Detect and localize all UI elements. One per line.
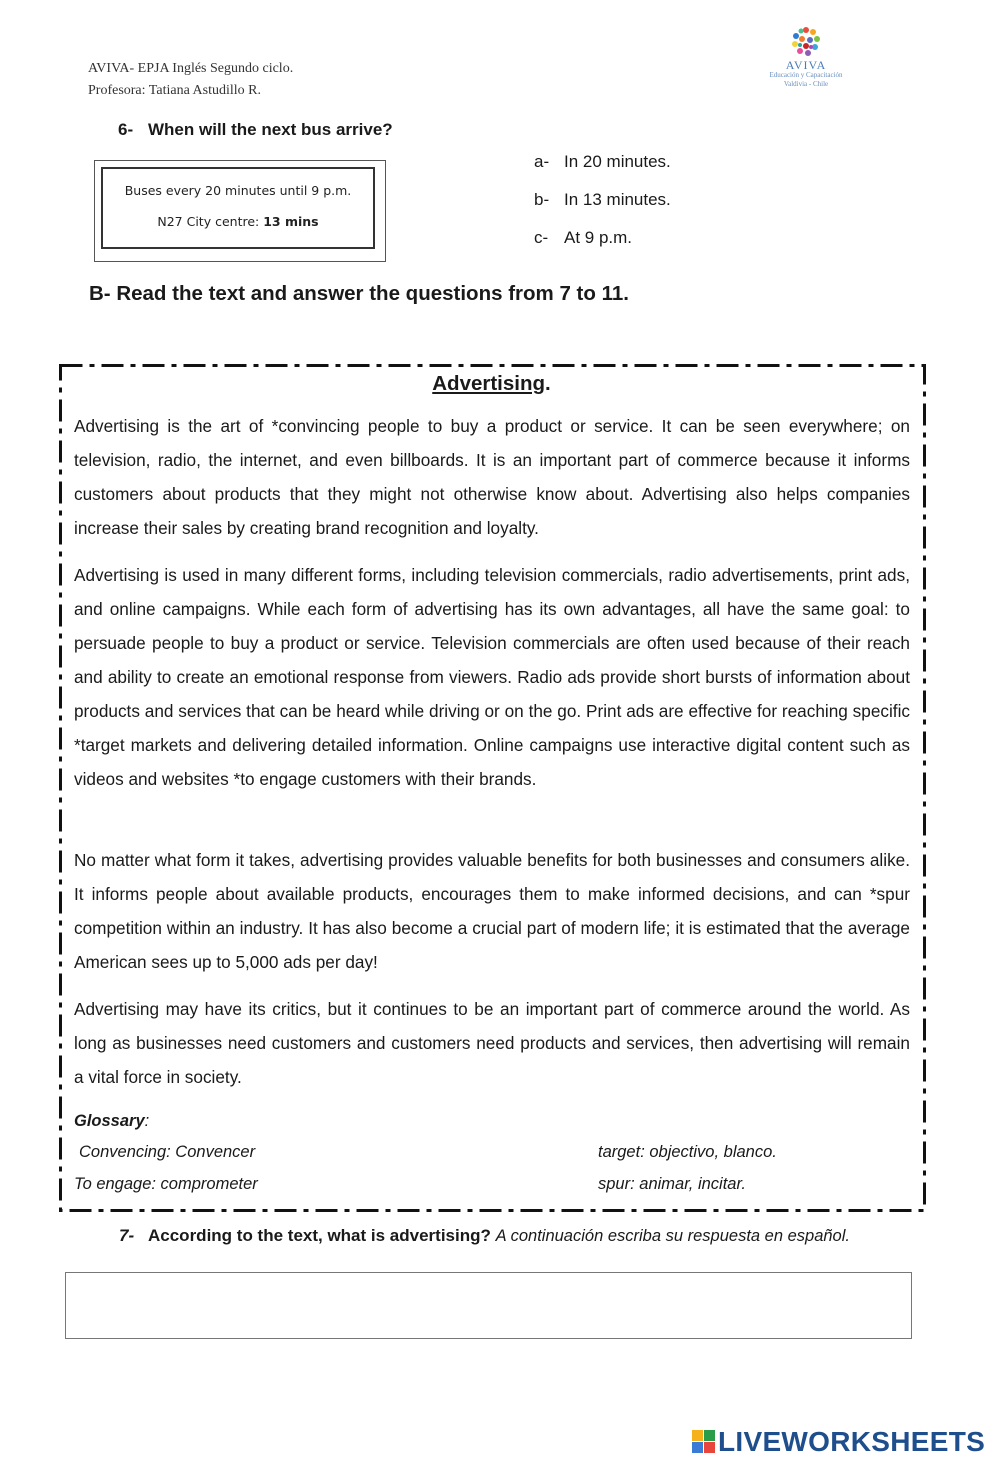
paragraph-4: Advertising may have its critics, but it continues to be an important part of commerce around the world. As long as businesses need customers and customers need products and services, then advertising will remain a vital force in society. [74, 999, 910, 1087]
question-7-number: 7- [119, 1226, 135, 1245]
question-7-text: According to the text, what is advertising? [148, 1226, 491, 1245]
bus-sign-line-2 [103, 214, 373, 229]
paragraph-2: Advertising is used in many different forms, including television commercials, radio advertisements, print ads, and online campaigns. While each form of advertising has its own advantages, all have the same goal: to persuade people to buy a product or service. Television commercials are often used because of their reach and ability to create an emotional response from viewers. Radio ads provide short bursts of information about products and services that can be heard while driving or on the go. Print ads are effective for reaching specific *target markets and delivering detailed information. Online campaigns use interactive digital content such as videos and websites *to engage customers with their brands. [74, 565, 910, 789]
logo-subtitle: Educación y Capacitación [769, 71, 843, 79]
paragraph-3: No matter what form it takes, advertising provides valuable benefits for both businesses and consumers alike. It informs people about available products, encourages them to make informed decisions, and can *spur competition within an industry. It has also become a crucial part of modern life; it is estimated that the average American sees up to 5,000 ads per day! [74, 850, 910, 972]
reading-title-text: Advertising [432, 372, 546, 395]
paragraph-1: Advertising is the art of *convincing people to buy a product or service. It can be seen everywhere; on television, radio, the internet, and even billboards. It is an important part of commerce because it informs customers about products that they might not otherwise know about. Advertising also helps companies increase their sales by creating brand recognition and loyalty. [74, 416, 910, 538]
glossary-title: Glossary [74, 1112, 145, 1130]
reading-title [0, 372, 983, 396]
option-text: In 13 minutes. [564, 190, 671, 209]
bus-sign-route: N27 City centre: [157, 214, 264, 229]
question-6-options [534, 150, 671, 264]
question-7 [119, 1225, 914, 1247]
option-c[interactable] [534, 226, 671, 264]
liveworksheets-logo-icon [692, 1430, 716, 1454]
logo-name: AVIVA [785, 58, 827, 72]
option-text: At 9 p.m. [564, 228, 633, 247]
bus-sign-time: 13 mins [263, 214, 319, 229]
option-letter: b- [534, 190, 550, 209]
option-a[interactable] [534, 150, 671, 188]
header-course: AVIVA- EPJA Inglés Segundo ciclo. [88, 61, 294, 76]
glossary-heading [74, 1112, 149, 1131]
option-letter: c- [534, 228, 549, 247]
aviva-logo [756, 26, 856, 89]
brand-name: LIVEWORKSHEETS [718, 1426, 986, 1457]
reading-title-period: . [545, 372, 551, 395]
glossary-entry: target: objectivo, blanco. [598, 1143, 777, 1161]
glossary-entry: Convencing: Convencer [79, 1143, 256, 1161]
glossary-entry: spur: animar, incitar. [598, 1175, 746, 1193]
section-b-heading: B- Read the text and answer the questions from 7 to 11. [89, 282, 629, 305]
bus-sign-image [94, 160, 386, 262]
question-7-answer-box[interactable] [65, 1272, 912, 1339]
question-6-text: When will the next bus arrive? [148, 120, 393, 139]
aviva-logo-icon [789, 26, 823, 58]
header-teacher: Profesora: Tatiana Astudillo R. [88, 83, 261, 98]
document-header [88, 58, 293, 102]
question-6-number: 6- [118, 120, 134, 139]
glossary-entry: To engage: comprometer [74, 1175, 258, 1193]
logo-location: Valdivia - Chile [783, 80, 829, 88]
option-b[interactable] [534, 188, 671, 226]
glossary-colon: : [144, 1112, 150, 1130]
question-7-instruction: A continuación escriba su respuesta en español. [495, 1227, 850, 1245]
option-letter: a- [534, 152, 550, 171]
option-text: In 20 minutes. [564, 152, 671, 171]
question-6 [118, 120, 393, 140]
bus-sign-line-1: Buses every 20 minutes until 9 p.m. [124, 183, 352, 198]
